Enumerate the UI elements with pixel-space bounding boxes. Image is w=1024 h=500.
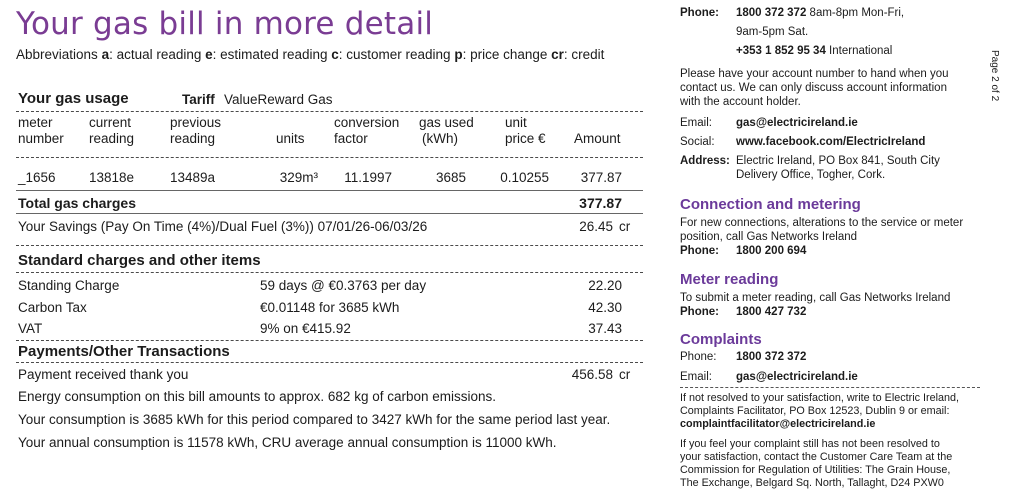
complaints-phone-label: Phone: bbox=[680, 351, 717, 363]
payment-value: 456.58 bbox=[571, 367, 613, 382]
social-link[interactable]: www.facebook.com/ElectricIreland bbox=[736, 136, 926, 148]
header-meter: meter bbox=[18, 115, 53, 130]
complaints-email-label: Email: bbox=[680, 371, 712, 383]
abbreviations-line bbox=[16, 47, 604, 62]
divider bbox=[16, 111, 643, 112]
complaints-text: Complaints Facilitator, PO Box 12523, Dublin 9 or email: bbox=[680, 405, 950, 417]
header-meter: number bbox=[18, 131, 64, 146]
header-amount: Amount bbox=[574, 131, 621, 146]
total-gas-charges-label: Total gas charges bbox=[18, 195, 137, 211]
meter-reading-phone[interactable]: 1800 427 732 bbox=[736, 306, 807, 318]
charge-label: Carbon Tax bbox=[18, 300, 87, 315]
header-previous: previous bbox=[170, 115, 222, 130]
charge-value: 22.20 bbox=[588, 278, 622, 293]
bill-detail-column bbox=[16, 0, 648, 500]
connection-phone-label: Phone: bbox=[680, 245, 719, 257]
connection-text: For new connections, alterations to the service or meter bbox=[680, 217, 964, 229]
complaints-text: The Exchange, Belgard Sq. North, Tallaght, D24 PXW0 bbox=[680, 477, 944, 489]
total-gas-charges-value: 377.87 bbox=[579, 195, 622, 211]
complaints-text: Commission for Regulation of Utilities: The Grain House, bbox=[680, 464, 951, 476]
abbr-text: : price change bbox=[462, 47, 552, 62]
cell-gas-used: 3685 bbox=[435, 170, 466, 185]
divider bbox=[16, 190, 643, 191]
abbr-code: a bbox=[101, 47, 110, 62]
header-conversion: conversion bbox=[334, 115, 400, 130]
payment-label: Payment received thank you bbox=[18, 367, 189, 382]
page-title: Your gas bill in more detail bbox=[16, 6, 434, 42]
divider bbox=[16, 213, 643, 214]
note-line: Your consumption is 3685 kWh for this period compared to 3427 kWh for the same period last year. bbox=[18, 412, 611, 427]
divider bbox=[16, 272, 643, 273]
cell-current-reading: 13818e bbox=[89, 170, 135, 185]
note-line: Energy consumption on this bill amounts to approx. 682 kg of carbon emissions. bbox=[18, 389, 497, 404]
connection-heading: Connection and metering bbox=[680, 196, 861, 213]
charge-detail: 59 days @ €0.3763 per day bbox=[260, 278, 427, 293]
divider bbox=[16, 245, 643, 246]
payments-heading: Payments/Other Transactions bbox=[18, 343, 230, 360]
charge-value: 42.30 bbox=[588, 300, 622, 315]
phone-number[interactable]: 1800 372 372 bbox=[736, 7, 807, 19]
meter-reading-text: To submit a meter reading, call Gas Networks Ireland bbox=[680, 292, 951, 304]
abbreviations-prefix: Abbreviations bbox=[16, 47, 98, 62]
credit-suffix: cr bbox=[619, 219, 631, 234]
charge-detail: 9% on €415.92 bbox=[260, 321, 351, 336]
contact-column bbox=[680, 0, 990, 500]
cell-amount: 377.87 bbox=[580, 170, 622, 185]
divider bbox=[680, 387, 980, 388]
complaints-text: your satisfaction, contact the Customer Care Team at the bbox=[680, 451, 953, 463]
complaints-facilitator-email[interactable]: complaintfacilitator@electricireland.ie bbox=[680, 418, 876, 430]
address-label: Address: bbox=[680, 155, 730, 167]
connection-text: position, call Gas Networks Ireland bbox=[680, 231, 858, 243]
phone-hours: 9am-5pm Sat. bbox=[736, 26, 809, 38]
email-label: Email: bbox=[680, 117, 712, 129]
gas-usage-heading: Your gas usage bbox=[18, 90, 129, 107]
tariff-value: ValueReward Gas bbox=[224, 92, 333, 107]
credit-suffix: cr bbox=[619, 367, 631, 382]
account-note: Please have your account number to hand when you bbox=[680, 68, 949, 80]
cell-conversion-factor: 11.1997 bbox=[344, 170, 392, 185]
tariff-label: Tariff bbox=[182, 92, 215, 107]
cell-units: 329m³ bbox=[279, 170, 318, 185]
header-previous: reading bbox=[170, 131, 216, 146]
abbr-code: c bbox=[331, 47, 339, 62]
account-note: with the account holder. bbox=[680, 96, 801, 108]
cell-meter-number: _1656 bbox=[18, 170, 56, 185]
account-note: contact us. We can only discuss account information bbox=[680, 82, 947, 94]
abbr-text: : estimated reading bbox=[212, 47, 332, 62]
phone-label: Phone: bbox=[680, 7, 719, 19]
phone-line bbox=[736, 6, 904, 20]
phone-hours: 8am-8pm Mon-Fri, bbox=[806, 7, 905, 19]
abbr-text: : actual reading bbox=[109, 47, 206, 62]
header-current: current bbox=[89, 115, 132, 130]
meter-reading-heading: Meter reading bbox=[680, 271, 779, 288]
complaints-phone[interactable]: 1800 372 372 bbox=[736, 351, 807, 363]
header-units: units bbox=[276, 131, 305, 146]
address-line: Delivery Office, Togher, Cork. bbox=[736, 169, 886, 181]
abbr-code: e bbox=[205, 47, 213, 62]
complaints-text: If not resolved to your satisfaction, write to Electric Ireland, bbox=[680, 392, 960, 404]
charge-detail: €0.01148 for 3685 kWh bbox=[260, 300, 400, 315]
social-label: Social: bbox=[680, 136, 715, 148]
abbr-text: : customer reading bbox=[338, 47, 455, 62]
divider bbox=[16, 157, 643, 158]
intl-line bbox=[736, 44, 892, 58]
savings-label: Your Savings (Pay On Time (4%)/Dual Fuel (3%)) 07/01/26-06/03/26 bbox=[18, 219, 428, 234]
header-conversion: factor bbox=[334, 131, 368, 146]
standard-charges-heading: Standard charges and other items bbox=[18, 252, 261, 269]
divider bbox=[16, 340, 643, 341]
cell-previous-reading: 13489a bbox=[170, 170, 216, 185]
meter-reading-phone-label: Phone: bbox=[680, 306, 719, 318]
abbr-code: cr bbox=[551, 47, 564, 62]
cell-unit-price: 0.10255 bbox=[500, 170, 549, 185]
complaints-heading: Complaints bbox=[680, 331, 762, 348]
charge-value: 37.43 bbox=[588, 321, 622, 336]
page-number: Page 2 of 2 bbox=[989, 50, 1000, 102]
header-unit-price: unit bbox=[505, 115, 527, 130]
intl-phone-number[interactable]: +353 1 852 95 34 bbox=[736, 45, 826, 57]
abbr-text: : credit bbox=[563, 47, 605, 62]
header-gas-used: (kWh) bbox=[422, 131, 458, 146]
savings-value: 26.45 bbox=[579, 219, 613, 234]
header-unit-price: price € bbox=[505, 131, 546, 146]
email-link[interactable]: gas@electricireland.ie bbox=[736, 117, 858, 129]
complaints-text: If you feel your complaint still has not been resolved to bbox=[680, 438, 940, 450]
header-current: reading bbox=[89, 131, 135, 146]
note-line: Your annual consumption is 11578 kWh, CRU average annual consumption is 11000 kWh. bbox=[18, 435, 557, 450]
header-gas-used: gas used bbox=[419, 115, 474, 130]
connection-phone[interactable]: 1800 200 694 bbox=[736, 245, 807, 257]
intl-label: International bbox=[825, 45, 893, 57]
divider bbox=[16, 362, 643, 363]
complaints-email[interactable]: gas@electricireland.ie bbox=[736, 371, 858, 383]
charge-label: VAT bbox=[18, 321, 43, 336]
abbr-code: p bbox=[454, 47, 463, 62]
charge-label: Standing Charge bbox=[18, 278, 120, 293]
address-line: Electric Ireland, PO Box 841, South City bbox=[736, 155, 940, 167]
